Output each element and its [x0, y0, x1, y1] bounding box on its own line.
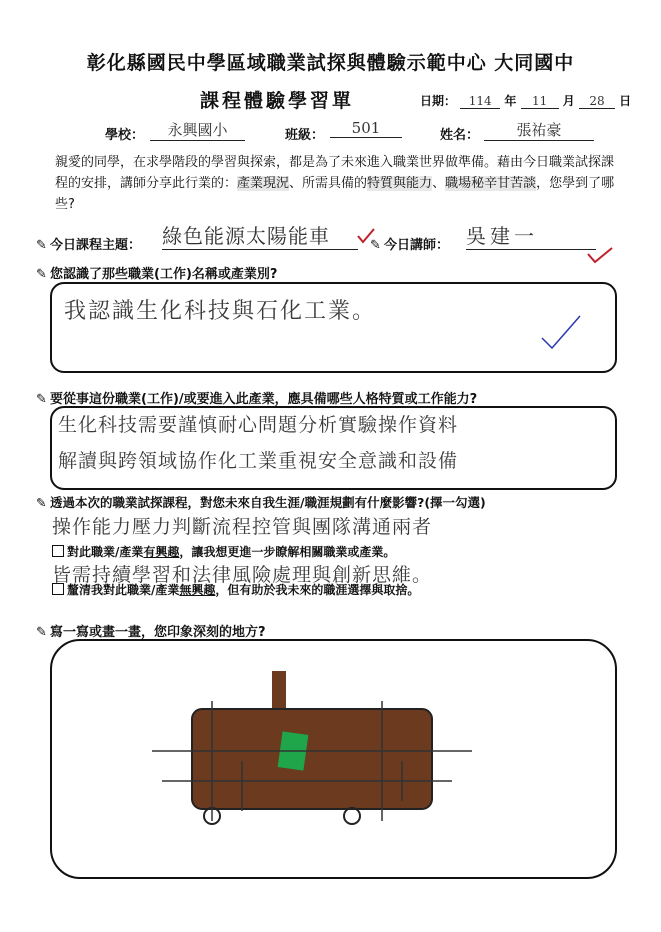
- intro-sep2: 、: [432, 176, 446, 191]
- school-label: 學校：: [105, 128, 145, 143]
- answer-2-line4: 皆需持續學習和法律風險處理與創新思維。: [52, 564, 433, 586]
- answer-box-1[interactable]: [50, 282, 617, 373]
- check-mark-icon: [356, 226, 376, 246]
- teacher-row: [370, 234, 449, 253]
- date-row: [420, 92, 631, 109]
- question-4-text: 寫一寫或畫一畫，您印象深刻的地方?: [50, 625, 266, 640]
- school-field[interactable]: 永興國小: [150, 119, 245, 141]
- option2-text-b: 無興趣: [179, 583, 216, 597]
- teacher-label: 今日講師：: [384, 238, 450, 253]
- option-interested[interactable]: [52, 543, 395, 560]
- topic-field[interactable]: 綠色能源太陽能車: [162, 220, 358, 250]
- answer-2-line1: 生化科技需要謹慎耐心問題分析實驗操作資料: [58, 414, 459, 436]
- question-3: [36, 493, 486, 511]
- day-unit: 日: [619, 94, 632, 108]
- date-day-value[interactable]: 28: [579, 94, 615, 109]
- month-unit: 月: [562, 94, 575, 108]
- question-4: [36, 621, 266, 640]
- question-2-text: 要從事這份職業(工作)/或要進入此產業，應具備哪些人格特質或工作能力?: [50, 392, 478, 407]
- question-3-text: 透過本次的職業試探課程，對您未來自我生涯/職涯規劃有什麼影響?(擇一勾選): [50, 495, 486, 510]
- check-mark-icon: [540, 314, 582, 352]
- date-year-value[interactable]: 114: [460, 94, 500, 109]
- answer-2-line2: 解讀與跨領域協作化工業重視安全意識和設備: [58, 450, 459, 472]
- pencil-icon: ✎: [370, 238, 381, 253]
- option1-text-b: 有興趣: [143, 545, 180, 559]
- drawing-wheel: [344, 808, 360, 824]
- check-mark-icon: [586, 246, 614, 266]
- pencil-icon: ✎: [36, 495, 47, 510]
- checkbox-not-interested[interactable]: [52, 583, 64, 595]
- teacher-field[interactable]: 吳建一: [466, 220, 596, 250]
- pencil-icon: ✎: [36, 625, 47, 640]
- pencil-icon: ✎: [36, 267, 47, 282]
- student-drawing: [52, 641, 615, 877]
- drawing-body: [192, 709, 432, 809]
- topic-row: [36, 234, 141, 253]
- option-not-interested[interactable]: [52, 581, 419, 598]
- topic-label: 今日課程主題：: [50, 238, 142, 253]
- option2-text-a: 釐清我對此職業/產業: [67, 583, 180, 597]
- class-field[interactable]: 501: [330, 119, 402, 138]
- date-month-value[interactable]: 11: [521, 94, 559, 109]
- option1-text-c: ，讓我想更進一步瞭解相關職業或產業。: [179, 545, 396, 559]
- answer-1-text: 我認識生化科技與石化工業。: [64, 299, 377, 324]
- question-1: [36, 263, 277, 282]
- checkbox-interested[interactable]: [52, 545, 64, 557]
- intro-text-b: ，您學到了哪些?: [55, 176, 615, 212]
- date-label: 日期：: [420, 94, 457, 108]
- form-title-line2: 課程體驗學習單: [200, 90, 355, 112]
- name-label: 姓名：: [440, 128, 480, 143]
- intro-paragraph: [55, 152, 620, 215]
- intro-sep1: 、所需具備的: [289, 176, 368, 191]
- year-unit: 年: [504, 94, 517, 108]
- pencil-icon: ✎: [36, 392, 47, 407]
- drawing-box[interactable]: [50, 639, 617, 879]
- answer-2-line3: 操作能力壓力判斷流程控管與團隊溝通兩者: [52, 516, 433, 538]
- option2-text-c: ，但有助於我未來的職涯選擇與取捨。: [215, 583, 420, 597]
- question-1-text: 您認識了那些職業(工作)名稱或產業別?: [50, 267, 278, 282]
- intro-text-a: 親愛的同學，在求學階段的學習與探索，都是為了未來進入職業世界做準備。藉由今日職業試探課程的安排，講師分享此行業的：: [55, 155, 615, 191]
- drawing-chimney: [272, 671, 286, 711]
- intro-highlight-traits: 特質與能力: [367, 176, 433, 191]
- name-field[interactable]: 張祐豪: [484, 119, 594, 141]
- intro-highlight-industry: 產業現況: [237, 176, 290, 191]
- form-title-line1: 彰化縣國民中學區域職業試探與體驗示範中心 大同國中: [86, 52, 575, 74]
- class-label: 班級：: [285, 128, 325, 143]
- option1-text-a: 對此職業/產業: [67, 545, 144, 559]
- question-2: [36, 388, 477, 407]
- pencil-icon: ✎: [36, 238, 47, 253]
- intro-highlight-secrets: 職場秘辛甘苦談: [445, 176, 537, 191]
